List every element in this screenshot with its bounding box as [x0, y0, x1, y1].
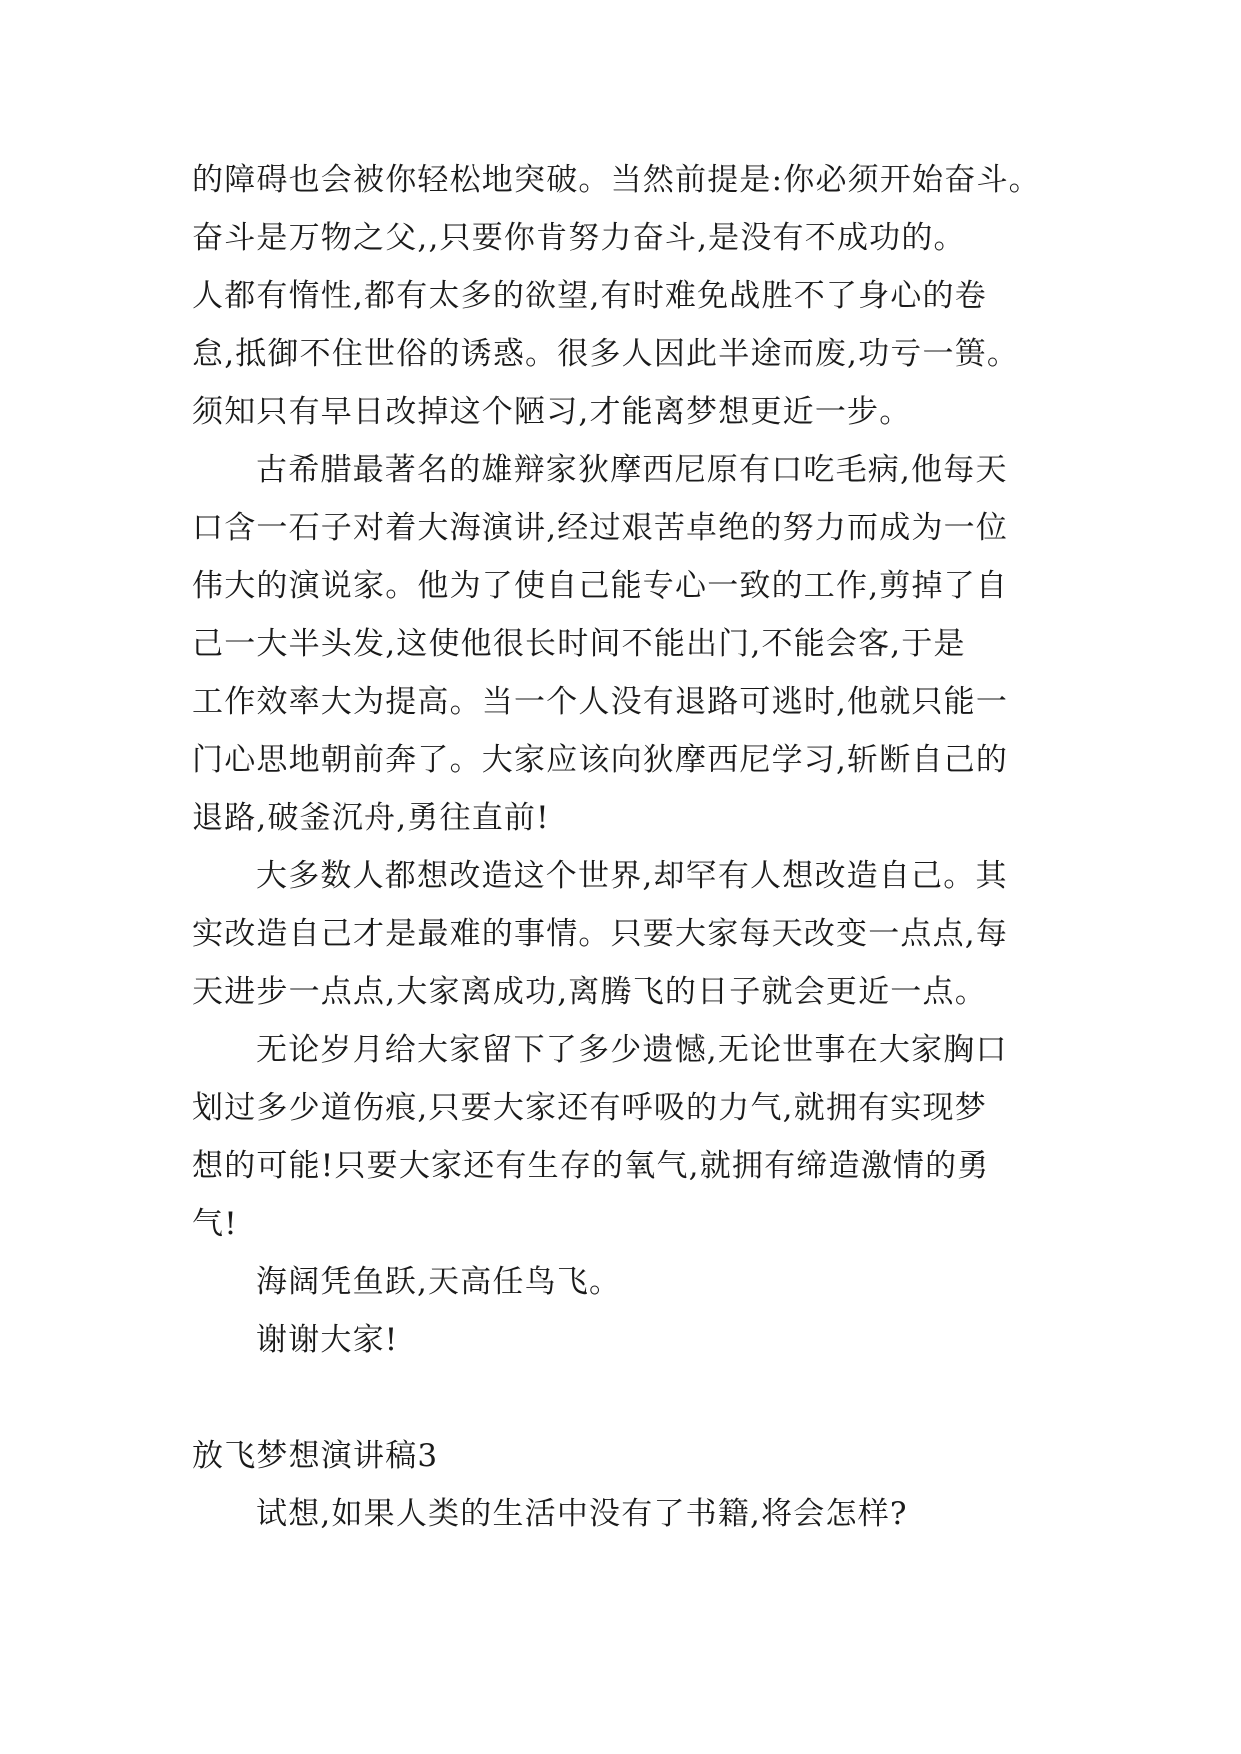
text-line: 口含一石子对着大海演讲,经过艰苦卓绝的努力而成为一位 — [192, 510, 1009, 546]
text-line: 人都有惰性,都有太多的欲望,有时难免战胜不了身心的卷 — [192, 278, 987, 314]
text-line: 怠,抵御不住世俗的诱惑。很多人因此半途而废,功亏一篑。 — [192, 336, 1020, 372]
text-line: 天进步一点点,大家离成功,离腾飞的日子就会更近一点。 — [192, 974, 987, 1010]
text-line: 伟大的演说家。他为了使自己能专心一致的工作,剪掉了自 — [192, 568, 1009, 604]
section-heading: 放飞梦想演讲稿3 — [192, 1438, 439, 1474]
paragraph-first-line: 谢谢大家! — [256, 1322, 399, 1358]
text-line: 工作效率大为提高。当一个人没有退路可逃时,他就只能一 — [192, 684, 1009, 720]
text-line: 己一大半头发,这使他很长时间不能出门,不能会客,于是 — [192, 626, 966, 662]
text-line: 门心思地朝前奔了。大家应该向狄摩西尼学习,斩断自己的 — [192, 742, 1009, 778]
text-line: 须知只有早日改掉这个陋习,才能离梦想更近一步。 — [192, 394, 912, 430]
text-line: 的障碍也会被你轻松地突破。当然前提是:你必须开始奋斗。 — [192, 162, 1041, 198]
paragraph-first-line: 大多数人都想改造这个世界,却罕有人想改造自己。其 — [256, 858, 1008, 894]
text-line: 气! — [192, 1206, 238, 1242]
text-line: 想的可能!只要大家还有生存的氧气,就拥有缔造激情的勇 — [192, 1148, 990, 1184]
paragraph-first-line: 海阔凭鱼跃,天高任鸟飞。 — [256, 1264, 622, 1300]
paragraph-first-line: 试想,如果人类的生活中没有了书籍,将会怎样? — [256, 1496, 908, 1532]
paragraph-first-line: 无论岁月给大家留下了多少遗憾,无论世事在大家胸口 — [256, 1032, 1008, 1068]
text-line: 退路,破釜沉舟,勇往直前! — [192, 800, 550, 836]
text-line: 奋斗是万物之父,,只要你肯努力奋斗,是没有不成功的。 — [192, 220, 966, 256]
paragraph-first-line: 古希腊最著名的雄辩家狄摩西尼原有口吃毛病,他每天 — [256, 452, 1008, 488]
text-line: 实改造自己才是最难的事情。只要大家每天改变一点点,每 — [192, 916, 1009, 952]
text-line: 划过多少道伤痕,只要大家还有呼吸的力气,就拥有实现梦 — [192, 1090, 987, 1126]
